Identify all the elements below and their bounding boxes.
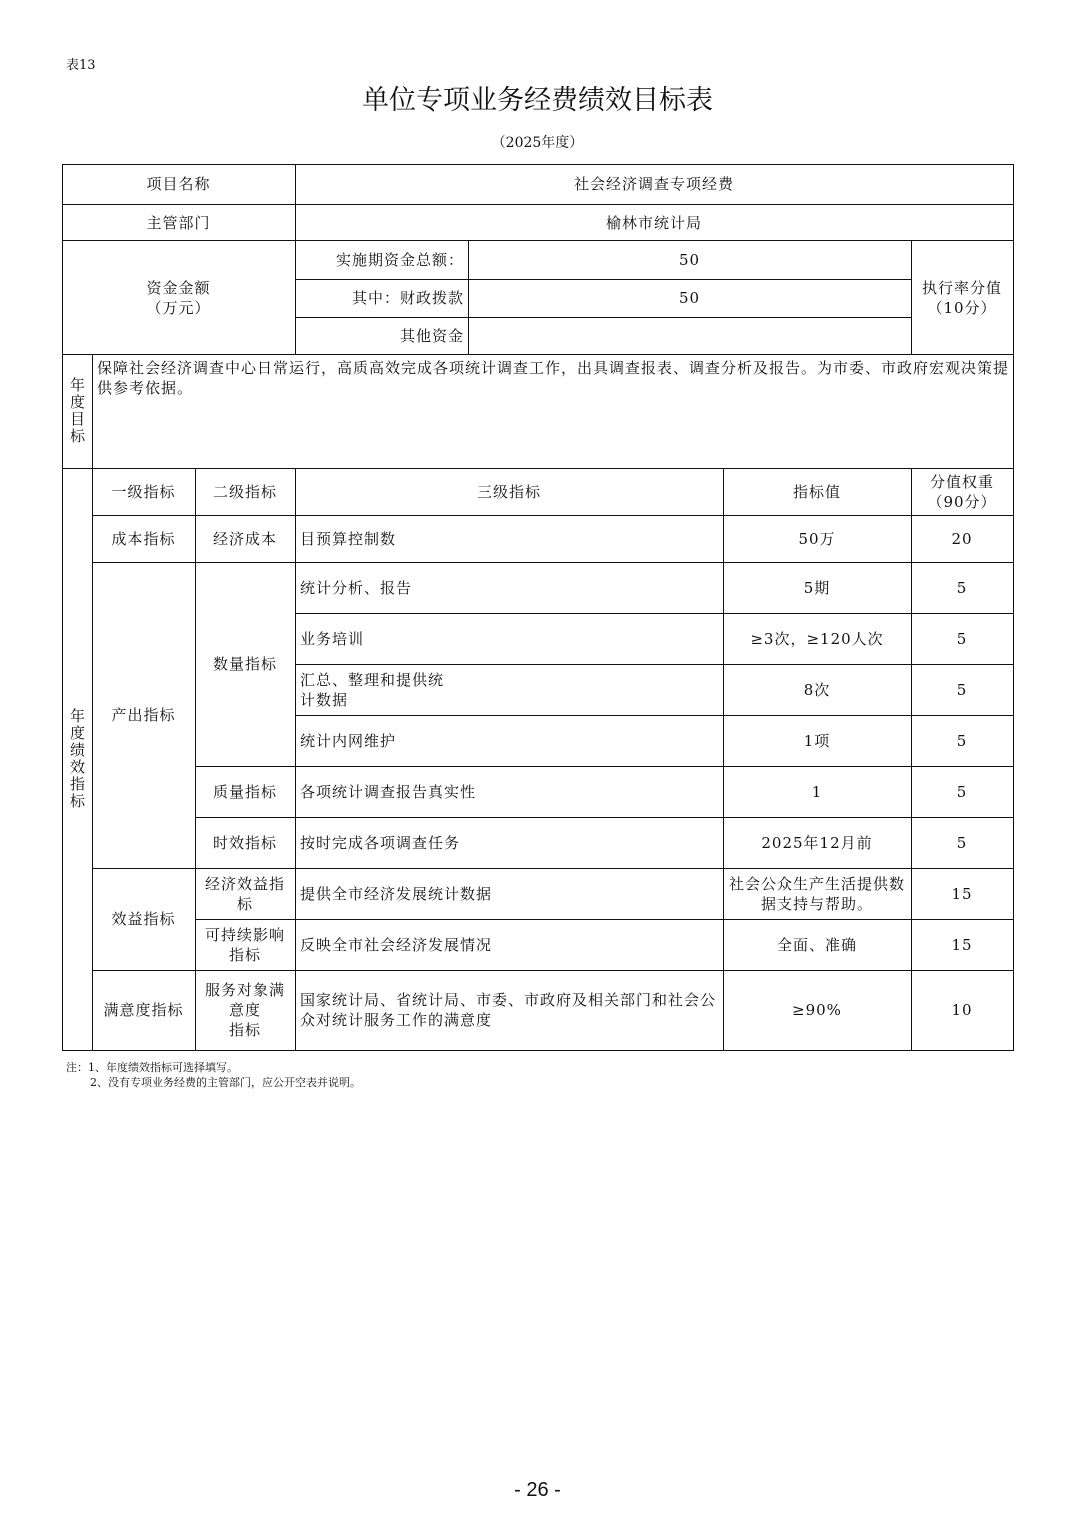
grid-line — [295, 317, 911, 318]
level2-quantity: 数量指标 — [212, 655, 277, 673]
weight-cell: 5 — [956, 731, 968, 750]
level3-cell: 国家统计局、省统计局、市委、市政府及相关部门和社会公众对统计服务工作的满意度 — [300, 991, 717, 1029]
grid-line — [195, 766, 1013, 767]
page-number: - 26 - — [514, 1479, 561, 1501]
fiscal-funds-label: 其中：财政拨款 — [351, 289, 464, 307]
fund-amount-label: 资金金额 （万元） — [146, 278, 211, 317]
level1-cost: 成本指标 — [111, 529, 176, 548]
fiscal-funds-value: 50 — [678, 289, 701, 307]
grid-line — [911, 241, 912, 354]
grid-line — [195, 468, 196, 1050]
grid-line — [468, 241, 469, 354]
grid-line — [295, 613, 1013, 614]
weight-cell: 20 — [951, 529, 973, 548]
grid-line — [62, 164, 1013, 165]
project-name-label: 项目名称 — [146, 175, 211, 193]
indicator-value-cell: 1项 — [803, 731, 831, 750]
document-year: （2025年度） — [491, 135, 584, 151]
grid-line — [295, 164, 296, 354]
grid-line — [295, 664, 1013, 665]
weight-cell: 5 — [956, 629, 968, 648]
grid-line — [295, 279, 911, 280]
dept-label: 主管部门 — [146, 213, 211, 232]
weight-cell: 5 — [956, 680, 968, 699]
grid-line — [92, 970, 1013, 971]
weight-cell: 5 — [956, 782, 968, 801]
level3-cell: 按时完成各项调查任务 — [300, 833, 461, 852]
header-level2: 二级指标 — [212, 482, 277, 501]
grid-line — [723, 468, 724, 1050]
grid-line — [62, 354, 1013, 355]
grid-line — [62, 204, 1013, 205]
indicator-value-cell: 2025年12月前 — [761, 833, 873, 852]
level3-cell: 提供全市经济发展统计数据 — [300, 884, 493, 903]
grid-line — [62, 164, 63, 1050]
indicator-value-cell: ≥3次，≥120人次 — [750, 629, 884, 648]
execution-rate-label: 执行率分值 （10分） — [921, 278, 1002, 317]
other-funds-value — [468, 317, 911, 354]
annual-goal-text: 保障社会经济调查中心日常运行，高质高效完成各项统计调查工作，出具调查报表、调查分析及报告。为市委、市政府宏观决策提供参考依据。 — [97, 359, 1010, 397]
grid-line — [92, 562, 1013, 563]
weight-cell: 5 — [956, 833, 968, 852]
level2-service-satisfaction: 服务对象满意度 指标 — [204, 981, 285, 1039]
level3-cell: 反映全市社会经济发展情况 — [300, 935, 493, 954]
level1-output: 产出指标 — [111, 706, 176, 724]
level2-quality: 质量指标 — [212, 782, 277, 801]
grid-line — [62, 240, 1013, 241]
level2-economic-cost: 经济成本 — [212, 529, 277, 548]
dept-value: 榆林市统计局 — [605, 213, 702, 232]
level3-cell: 业务培训 — [300, 629, 365, 648]
level1-satisfaction: 满意度指标 — [103, 1001, 184, 1019]
level2-timeliness: 时效指标 — [212, 833, 277, 852]
project-name-value: 社会经济调查专项经费 — [573, 175, 734, 193]
indicator-value-cell: 8次 — [803, 680, 831, 699]
total-funds-value: 50 — [678, 251, 701, 269]
annual-indicators-label: 年度绩效指标 — [68, 708, 86, 810]
grid-line — [911, 468, 912, 1050]
grid-line — [92, 868, 1013, 869]
table-number: 表13 — [66, 58, 96, 73]
note-line-2: 2、没有专项业务经费的主管部门，应公开空表并说明。 — [90, 1076, 361, 1089]
grid-line — [92, 515, 1013, 516]
grid-line — [62, 1050, 1014, 1051]
total-funds-label: 实施期资金总额： — [335, 251, 464, 269]
level3-cell: 各项统计调查报告真实性 — [300, 782, 477, 801]
grid-line — [295, 468, 296, 1050]
grid-line — [195, 817, 1013, 818]
header-value: 指标值 — [792, 482, 841, 501]
indicator-value-cell: 社会公众生产生活提供数据支持与帮助。 — [728, 874, 905, 913]
header-level3: 三级指标 — [476, 482, 541, 501]
note-line-1: 注：1、年度绩效指标可选择填写。 — [66, 1061, 238, 1074]
header-level1: 一级指标 — [111, 482, 176, 501]
level2-economic-benefit: 经济效益指标 — [204, 874, 285, 913]
level2-sustainable-impact: 可持续影响指标 — [204, 925, 285, 964]
grid-line — [62, 468, 1013, 469]
header-weight: 分值权重 （90分） — [927, 472, 997, 511]
indicator-value-cell: 全面、准确 — [776, 935, 857, 954]
grid-line — [1013, 164, 1014, 1051]
weight-cell: 15 — [951, 884, 973, 903]
level3-cell: 统计分析、报告 — [300, 578, 413, 597]
level1-benefit: 效益指标 — [111, 910, 176, 928]
grid-line — [295, 715, 1013, 716]
level3-cell: 统计内网维护 — [300, 731, 397, 750]
annual-goal-label: 年度目标 — [68, 377, 86, 445]
weight-cell: 5 — [956, 578, 968, 597]
table-notes — [66, 1060, 361, 1090]
level3-cell: 汇总、整理和提供统 计数据 — [300, 670, 445, 709]
weight-cell: 15 — [951, 935, 973, 954]
weight-cell: 10 — [951, 1001, 973, 1019]
indicator-value-cell: 5期 — [803, 578, 831, 597]
indicator-value-cell: 1 — [811, 782, 823, 801]
level3-cell: 目预算控制数 — [300, 529, 397, 548]
grid-line — [195, 919, 1013, 920]
other-funds-label: 其他资金 — [399, 326, 464, 345]
indicator-value-cell: ≥90% — [792, 1001, 842, 1019]
document-title: 单位专项业务经费绩效目标表 — [362, 85, 713, 116]
indicator-value-cell: 50万 — [798, 529, 836, 548]
grid-line — [92, 354, 93, 1050]
